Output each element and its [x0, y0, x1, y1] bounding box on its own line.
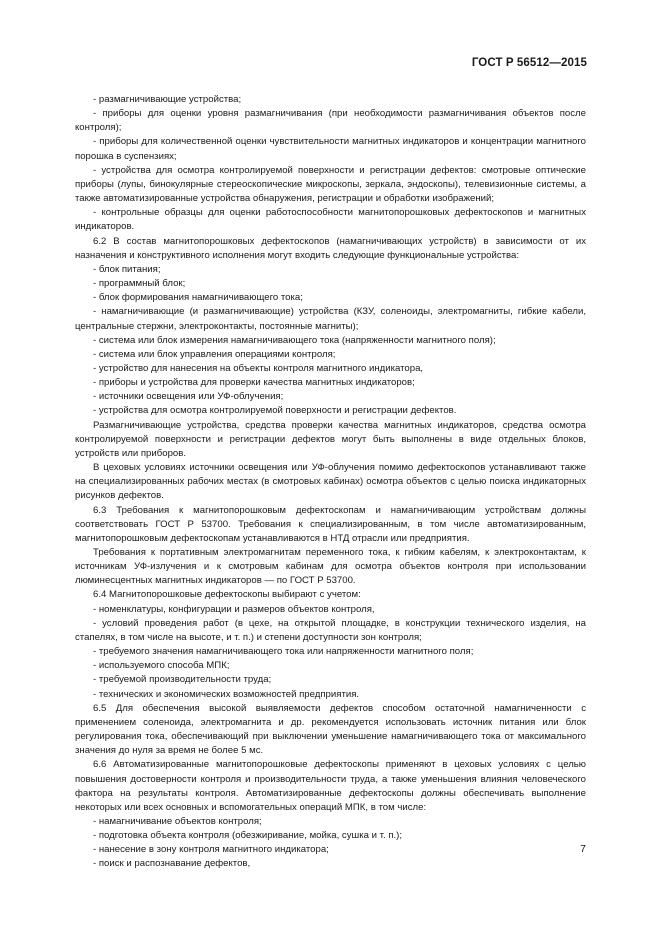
body-paragraph: - номенклатуры, конфигурации и размеров объектов контроля, [93, 603, 375, 615]
body-paragraph: - приборы для оценки уровня размагничивания (при необходимости размагничивания объектов после контроля); [75, 108, 586, 134]
body-paragraph: - требуемой производительности труда; [93, 674, 272, 686]
body-paragraph: 6.4 Магнитопорошковые дефектоскопы выбирают с учетом: [93, 589, 361, 601]
body-paragraph: В цеховых условиях источники освещения или УФ-облучения помимо дефектоскопов устанавливают также на специализированных рабочих местах (в смотровых кабинах) осмотра объектов с целью поиска индикаторных рисунков дефектов. [75, 462, 586, 502]
body-paragraph: - приборы для количественной оценки чувствительности магнитных индикаторов и концентрации магнитного порошка в суспензиях; [75, 136, 586, 162]
document-standard-id: ГОСТ Р 56512—2015 [471, 57, 587, 69]
body-paragraph: - программный блок; [93, 278, 186, 290]
body-paragraph: - система или блок измерения намагничивающего тока (напряженности магнитного поля); [93, 334, 496, 346]
body-paragraph: 6.2 В состав магнитопорошковых дефектоскопов (намагничивающих устройств) в зависимости от их назначения и конструктивного исполнения могут входить следующие функциональные устройства: [75, 235, 586, 261]
body-paragraph: - технических и экономических возможностей предприятия. [93, 688, 360, 700]
body-paragraph: 6.3 Требования к магнитопорошковым дефектоскопам и намагничивающим устройствам должны соответствовать ГОСТ Р 53700. Требования к специализированным, в том числе автоматизированным, магнитопорошковым дефектоскопам устанавливаются в НТД отрасли или предприятия. [75, 504, 586, 544]
body-paragraph: - устройства для осмотра контролируемой поверхности и регистрации дефектов: смотровые оптические приборы (лупы, бинокулярные стереоскопические микроскопы, зеркала, эндоскопы), телевизионные системы, а также автоматизированные устройства обнаружения, регистрации и обработки изображений; [75, 164, 586, 205]
body-paragraph: - используемого способа МПК; [93, 660, 230, 672]
body-paragraph: - блок питания; [93, 263, 161, 275]
body-paragraph: - намагничивание объектов контроля; [93, 815, 262, 827]
body-paragraph: - размагничивающие устройства; [93, 94, 242, 105]
body-paragraph: - намагничивающие (и размагничивающие) устройства (КЗУ, соленоиды, электромагниты, гибкие кабели, центральные стержни, электроконтакты, постоянные магниты); [75, 306, 586, 332]
body-paragraph: 6.6 Автоматизированные магнитопорошковые дефектоскопы применяют в цеховых условиях с целью повышения достоверности контроля и производительности труда, а также уменьшения влияния человеческого фактора на результаты контроля. Автоматизированные дефектоскопы должны обеспечивать выполнение некоторых или всех основных и вспомогательных операций МПК, в том числе: [75, 759, 586, 813]
body-paragraph: - система или блок управления операциями контроля; [93, 348, 336, 360]
page-number: 7 [580, 843, 586, 855]
body-paragraph: - приборы и устройства для проверки качества магнитных индикаторов; [93, 377, 415, 389]
body-paragraph: - устройства для осмотра контролируемой поверхности и регистрации дефектов. [93, 405, 457, 417]
body-paragraph: Размагничивающие устройства, средства проверки качества магнитных индикаторов, средства осмотра контролируемой поверхности и регистрации дефектов могут быть выполнены в виде отдельных блоков, устройств или приборов. [75, 419, 586, 459]
body-paragraph: - условий проведения работ (в цехе, на открытой площадке, в конструкции технического изделия, на стапелях, в том числе на высоте, и т. п.) и степени доступности зон контроля; [75, 617, 586, 643]
body-paragraph: - требуемого значения намагничивающего тока или напряженности магнитного поля; [93, 646, 474, 658]
body-paragraph: - источники освещения или УФ-облучения; [93, 391, 284, 403]
body-paragraph: - поиск и распознавание дефектов, [93, 858, 251, 870]
body-paragraph: 6.5 Для обеспечения высокой выявляемости дефектов способом остаточной намагниченности с применением соленоида, электромагнита и др. рекомендуется использовать источник питания или блок регулирования тока, обеспечивающий при выключении уменьшение намагничивающего тока от максимального значения до нуля за время не более 5 мс. [75, 702, 586, 757]
body-paragraph: - контрольные образцы для оценки работоспособности магнитопорошковых дефектоскопов и магнитных индикаторов. [75, 207, 586, 233]
body-paragraph: - устройство для нанесения на объекты контроля магнитного индикатора, [93, 362, 424, 374]
body-paragraph: - блок формирования намагничивающего тока; [93, 292, 303, 304]
body-paragraph: Требования к портативным электромагнитам переменного тока, к гибким кабелям, к электроконтактам, к источникам УФ-излучения и к смотровым кабинам для осмотра объектов контроля при использовании люминесцентных магнитных индикаторов — по ГОСТ Р 53700. [75, 547, 586, 587]
body-paragraph: - нанесение в зону контроля магнитного индикатора; [93, 844, 329, 856]
body-paragraph: - подготовка объекта контроля (обезжиривание, мойка, сушка и т. п.); [93, 830, 403, 842]
document-body [75, 93, 586, 872]
